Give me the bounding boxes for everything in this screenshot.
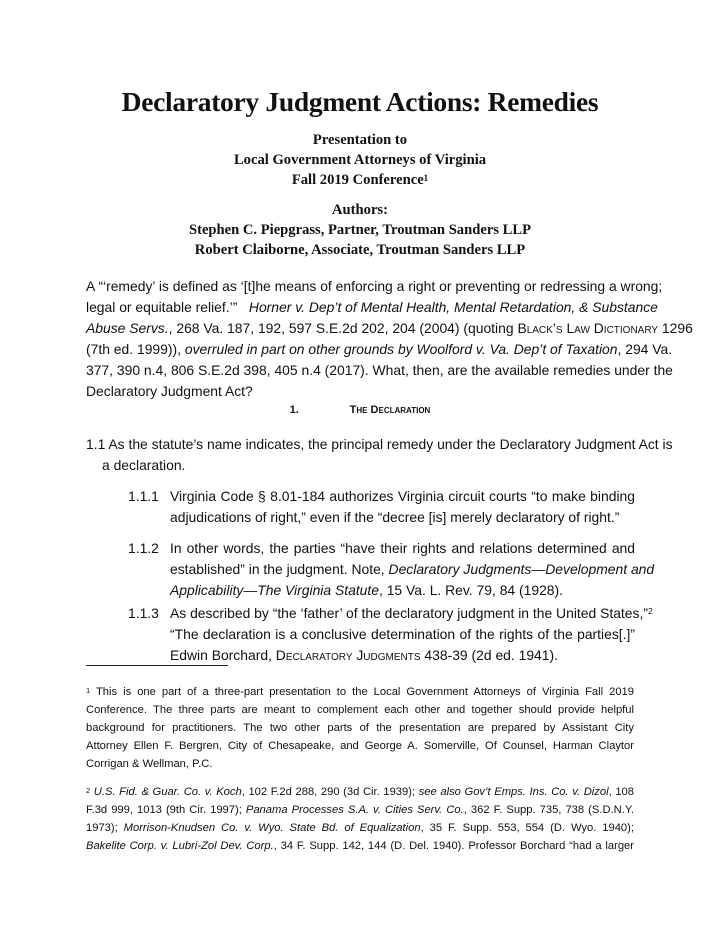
footnote-divider xyxy=(86,665,228,666)
intro-line: legal or equitable relief.’” Horner v. Dep’t of Mental Health, Mental Retardation, & Substance xyxy=(86,299,658,315)
footnote-line: 1973); Morrison-Knudsen Co. v. Wyo. State Bd. of Equalization, 35 F. Supp. 553, 554 (D. Wyo. 1940); xyxy=(86,822,634,834)
intro-line: (7th ed. 1999)), overruled in part on other grounds by Woolford v. Va. Dep’t of Taxation, 294 Va. xyxy=(86,341,673,357)
intro-line: Declaratory Judgment Act? xyxy=(86,383,253,399)
section-heading xyxy=(60,400,660,420)
authors-label: Authors: xyxy=(332,202,388,218)
intro-line: A “‘remedy’ is defined as ‘[t]he means of enforcing a right or preventing or redressing a wrong; xyxy=(86,278,663,294)
footnote-line: $^2$ U.S. Fid. & Guar. Co. v. Koch, 102 F.2d 288, 290 (3d Cir. 1939); see also Gov’t Emps. Ins. Co. v. Dizol, 108 xyxy=(86,786,634,798)
footnote-ref-1[interactable]: 1 xyxy=(423,173,429,183)
item-line: established” in the judgment. Note, Declaratory Judgments—Development and xyxy=(170,561,655,577)
presentation-line: Presentation to xyxy=(312,132,408,148)
item-line: Virginia Code § 8.01-184 authorizes Virginia circuit courts “to make binding xyxy=(170,488,635,504)
author-2: Robert Claiborne, Associate, Troutman Sanders LLP xyxy=(194,242,526,258)
item-number: 1.1.2 xyxy=(128,540,159,556)
footnote-2 xyxy=(86,783,634,855)
intro-line: Abuse Servs., 268 Va. 187, 192, 597 S.E.2d 202, 204 (2004) (quoting Black’s Law Dictionary 1296 xyxy=(86,320,693,336)
item-number: 1.1.1 xyxy=(128,488,159,504)
item-line: Applicability—The Virginia Statute, 15 Va. L. Rev. 79, 84 (1928). xyxy=(170,582,564,598)
document-title: Declaratory Judgment Actions: Remedies xyxy=(121,86,599,117)
item-line: adjudications of right,” even if the “decree [is] merely declaratory of right.” xyxy=(170,509,620,525)
footnote-line: Corrigan & Wellman, P.C. xyxy=(86,758,213,770)
section-title: The Declaration xyxy=(349,404,431,416)
presentation-audience: Local Government Attorneys of Virginia xyxy=(233,152,487,168)
footnote-line: Attorney Ellen F. Bergren, City of Chesapeake, and George A. Somerville, Of Counsel, Harman Claytor xyxy=(86,740,634,752)
footnote-1 xyxy=(86,683,634,773)
item-line: “The declaration is a conclusive determination of the rights of the parties[.]” xyxy=(170,626,635,642)
footnote-line: background for practitioners. The two other parts of the presentation are prepared by Assistant City xyxy=(86,722,634,734)
footnote-ref-2[interactable]: 2 xyxy=(647,606,653,616)
footnote-line: Bakelite Corp. v. Lubri-Zol Dev. Corp., 34 F. Supp. 142, 144 (D. Del. 1940). Professor Borchard “had a larger xyxy=(86,840,634,852)
intro-line: 377, 390 n.4, 806 S.E.2d 398, 405 n.4 (2017). What, then, are the available remedies under the xyxy=(86,362,673,378)
footnote-line: $^1$ This is one part of a three-part presentation to the Local Government Attorneys of Virginia Fall 2019 xyxy=(86,686,634,698)
author-1: Stephen C. Piepgrass, Partner, Troutman Sanders LLP xyxy=(188,222,532,238)
item-line: 1.1 As the statute’s name indicates, the principal remedy under the Declaratory Judgment Act is xyxy=(86,436,673,452)
item-1-1 xyxy=(86,434,673,476)
item-number: 1.1.3 xyxy=(128,605,159,621)
section-number: 1. xyxy=(289,404,299,416)
item-line: a declaration. xyxy=(102,457,186,473)
footnote-line: F.3d 999, 1013 (9th Cir. 1997); Panama Processes S.A. v. Cities Serv. Co., 362 F. Supp. 735, 738 (S.D.N.Y. xyxy=(86,804,634,816)
presentation-conference: Fall 2019 Conference$^1$ xyxy=(291,172,429,188)
item-line: Edwin Borchard, Declaratory Judgments 438-39 (2d ed. 1941). xyxy=(170,647,558,663)
item-line: As described by “the ‘father’ of the declaratory judgment in the United States,”$^2$ xyxy=(170,605,653,621)
footnote-line: Conference. The three parts are meant to complement each other and together should provide helpful xyxy=(86,704,634,716)
intro-paragraph xyxy=(86,276,693,402)
item-line: In other words, the parties “have their rights and relations determined and xyxy=(170,540,635,556)
